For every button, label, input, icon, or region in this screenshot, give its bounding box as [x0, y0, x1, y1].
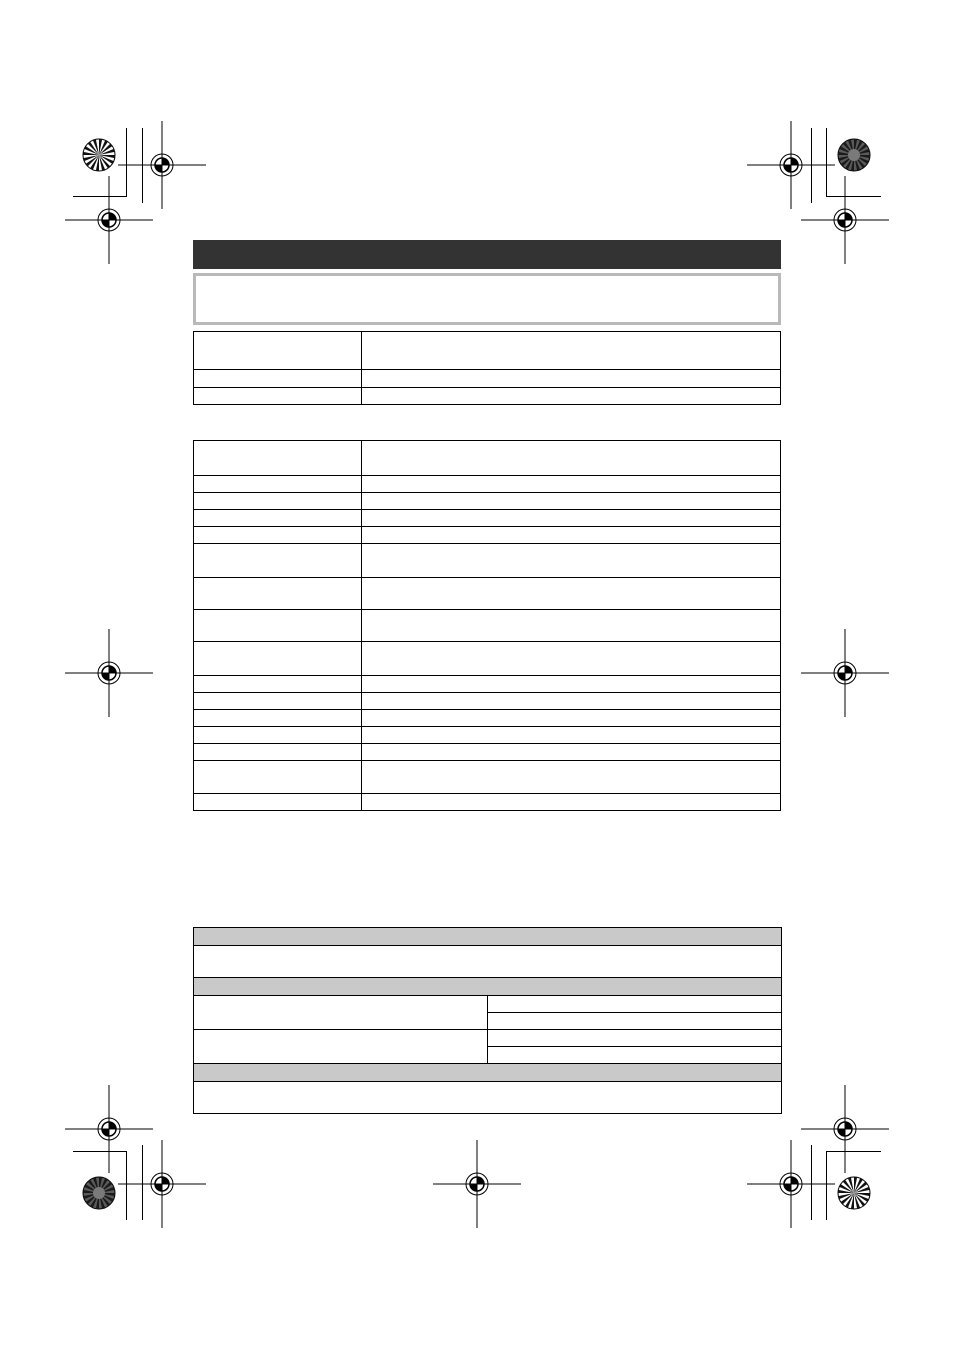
spec-full-row [194, 1082, 782, 1114]
table-2-row [194, 710, 781, 727]
table-1-label-cell [194, 370, 362, 388]
table-2-value-cell [362, 676, 781, 693]
table-2-row [194, 744, 781, 761]
table-2 [193, 440, 781, 811]
table-2-value-cell [362, 441, 781, 476]
table-2-value-cell [362, 710, 781, 727]
table-2-row [194, 642, 781, 676]
spec-split-value-cell [488, 996, 782, 1013]
table-2-row [194, 578, 781, 610]
spec-full-cell [194, 946, 782, 978]
spec-band-cell [194, 978, 782, 996]
table-2-label-cell [194, 727, 362, 744]
table-2-value-cell [362, 476, 781, 493]
table-2-value-cell [362, 610, 781, 642]
spec-split-row [194, 1030, 782, 1047]
table-2-label-cell [194, 476, 362, 493]
table-2-label-cell [194, 610, 362, 642]
registration-crosshair-icon [431, 1138, 523, 1230]
registration-crosshair-icon [63, 174, 155, 266]
table-2-row [194, 794, 781, 811]
table-1 [193, 331, 781, 405]
table-2-value-cell [362, 527, 781, 544]
table-1-row [194, 370, 781, 388]
table-2-value-cell [362, 794, 781, 811]
spec-band-cell [194, 928, 782, 946]
table-2-value-cell [362, 493, 781, 510]
table-2-row [194, 693, 781, 710]
radial-spoke-disc-icon [82, 138, 116, 172]
table-2-label-cell [194, 510, 362, 527]
table-2-label-cell [194, 578, 362, 610]
table-1-value-cell [362, 370, 781, 388]
spec-full-cell [194, 1082, 782, 1114]
spec-band-cell [194, 1064, 782, 1082]
table-2-label-cell [194, 761, 362, 794]
table-2-label-cell [194, 693, 362, 710]
table-1-value-cell [362, 388, 781, 405]
table-1-row [194, 332, 781, 370]
table-2-value-cell [362, 727, 781, 744]
table-2-row [194, 761, 781, 794]
registration-crosshair-icon [63, 627, 155, 719]
table-2-row [194, 544, 781, 578]
table-2-value-cell [362, 578, 781, 610]
table-1-label-cell [194, 332, 362, 370]
table-2-label-cell [194, 527, 362, 544]
table-2-label-cell [194, 642, 362, 676]
table-2-value-cell [362, 510, 781, 527]
radial-spoke-disc-icon [837, 138, 871, 172]
table-2-label-cell [194, 794, 362, 811]
table-1-label-cell [194, 388, 362, 405]
spec-split-row [194, 996, 782, 1013]
registration-crosshair-icon [116, 1138, 208, 1230]
radial-spoke-disc-icon [837, 1176, 871, 1210]
table-2-row [194, 676, 781, 693]
spec-table [193, 927, 782, 1114]
table-2-label-cell [194, 441, 362, 476]
table-2-value-cell [362, 642, 781, 676]
spec-split-value-cell [488, 1030, 782, 1047]
spec-band-row [194, 928, 782, 946]
spec-split-label-cell [194, 996, 488, 1030]
spec-full-row [194, 946, 782, 978]
table-2-row [194, 493, 781, 510]
section-title-bar [193, 240, 781, 269]
spec-band-row [194, 1064, 782, 1082]
registration-crosshair-icon [799, 627, 891, 719]
spec-split-value-cell [488, 1047, 782, 1064]
table-2-label-cell [194, 710, 362, 727]
table-2-label-cell [194, 493, 362, 510]
table-2-label-cell [194, 676, 362, 693]
table-2-row [194, 527, 781, 544]
table-1-row [194, 388, 781, 405]
radial-spoke-disc-icon [82, 1176, 116, 1210]
table-2-value-cell [362, 761, 781, 794]
table-2-label-cell [194, 544, 362, 578]
table-2-row [194, 610, 781, 642]
spec-split-value-cell [488, 1013, 782, 1030]
note-box [193, 273, 781, 325]
spec-band-row [194, 978, 782, 996]
table-2-value-cell [362, 544, 781, 578]
table-2-row [194, 476, 781, 493]
registration-crosshair-icon [799, 174, 891, 266]
registration-crosshair-icon [745, 1138, 837, 1230]
table-2-row [194, 727, 781, 744]
table-2-value-cell [362, 744, 781, 761]
table-2-value-cell [362, 693, 781, 710]
table-2-label-cell [194, 744, 362, 761]
spec-split-label-cell [194, 1030, 488, 1064]
table-1-value-cell [362, 332, 781, 370]
table-2-row [194, 510, 781, 527]
table-2-row [194, 441, 781, 476]
